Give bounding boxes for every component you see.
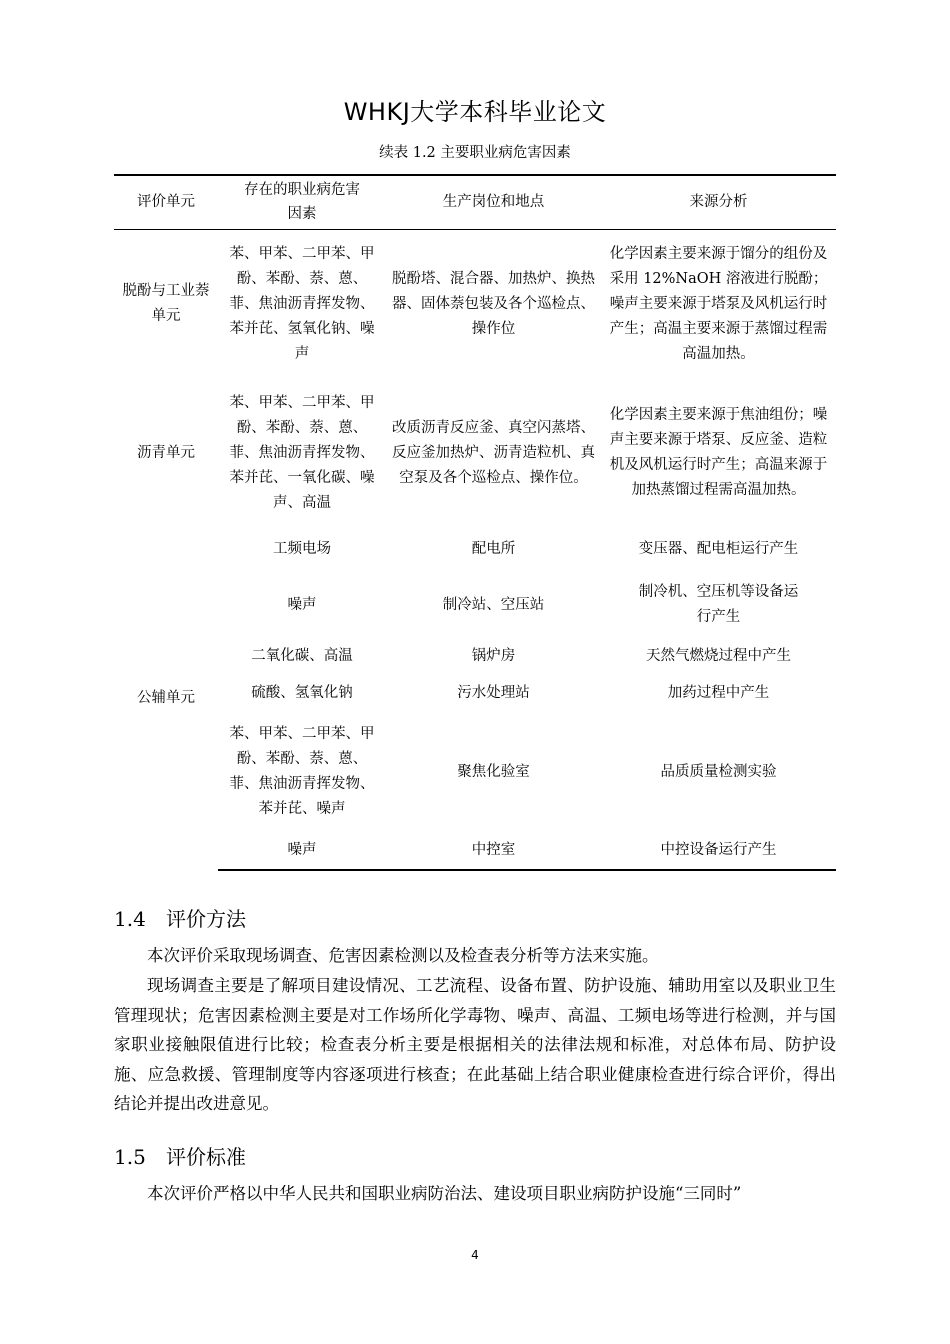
- source-cell: 加药过程中产生: [667, 684, 770, 701]
- body-paragraph: 现场调查主要是了解项目建设情况、工艺流程、设备布置、防护设施、辅助用室以及职业卫生管理现状；危害因素检测主要是对工作场所化学毒物、噪声、高温、工频电场等进行检测，并与国家职业接触限值进行比较；检查表分析主要是根据相关的法律法规和标准，对总体布局、防护设施、应急救援、管理制度等内容逐项进行核查；在此基础上结合职业健康检查进行综合评价，得出结论并提出改进意见。: [114, 976, 836, 1113]
- table-row: [114, 572, 836, 638]
- section-heading-1-4: [114, 903, 246, 932]
- unit-cell: 公辅单元: [137, 690, 195, 706]
- table-row: [114, 674, 836, 712]
- hazards-cell: 硫酸、氢氧化钠: [251, 684, 353, 701]
- column-header-hazards: 存在的职业病危害因素: [218, 175, 386, 229]
- hazards-cell: 二氧化碳、高温: [251, 647, 353, 664]
- source-cell: 化学因素主要来源于焦油组份；噪声主要来源于塔泵、反应釜、造粒机及风机运行时产生；高温来源于加热蒸馏过程需高温加热。: [609, 407, 828, 498]
- hazards-cell: 噪声: [218, 832, 386, 870]
- location-cell: 中控室: [386, 832, 601, 870]
- section-number: 1.5: [114, 1145, 146, 1169]
- unit-cell: 脱酚与工业萘单元: [122, 283, 210, 325]
- hazards-cell: 苯、甲苯、二甲苯、甲酚、苯酚、萘、蒽、菲、焦油沥青挥发物、苯并芘、氢氧化钠、噪声: [229, 245, 375, 362]
- source-cell: 天然气燃烧过程中产生: [646, 647, 791, 664]
- table-caption: 续表 1.2 主要职业病危害因素: [379, 145, 571, 161]
- page-number: 4: [471, 1248, 479, 1262]
- section-title: 评价方法: [166, 907, 246, 931]
- location-cell: 制冷站、空压站: [442, 596, 545, 613]
- section-number: 1.4: [114, 907, 146, 931]
- hazards-cell: 苯、甲苯、二甲苯、甲酚、苯酚、萘、蒽、菲、焦油沥青挥发物、苯并芘、一氧化碳、噪声、高温: [229, 394, 375, 511]
- hazards-cell: 苯、甲苯、二甲苯、甲酚、苯酚、萘、蒽、菲、焦油沥青挥发物、苯并芘、噪声: [229, 726, 375, 817]
- location-cell: 污水处理站: [457, 684, 530, 701]
- column-header-source: 来源分析: [601, 175, 836, 229]
- table-row: [114, 712, 836, 832]
- column-header-location: 生产岗位和地点: [386, 175, 601, 229]
- table-row: [114, 527, 836, 572]
- table-row: [114, 638, 836, 674]
- hazard-table: [114, 174, 836, 871]
- source-cell: 化学因素主要来源于馏分的组份及采用 12%NaOH 溶液进行脱酚；噪声主要来源于塔泵及风机运行时产生；高温主要来源于蒸馏过程需高温加热。: [609, 245, 828, 362]
- source-cell: 品质质量检测实验: [660, 763, 777, 780]
- location-cell: 脱酚塔、混合器、加热炉、换热器、固体萘包装及各个巡检点、操作位: [392, 270, 595, 337]
- table-row: [114, 832, 836, 870]
- location-cell: 改质沥青反应釜、真空闪蒸塔、反应釜加热炉、沥青造粒机、真空泵及各个巡检点、操作位。: [392, 419, 595, 486]
- unit-cell: 沥青单元: [137, 444, 195, 461]
- body-paragraph: 本次评价采取现场调查、危害因素检测以及检查表分析等方法来实施。: [147, 946, 659, 965]
- table-row: [114, 379, 836, 527]
- section-title: 评价标准: [166, 1145, 246, 1169]
- hazard-table-container: [114, 174, 836, 871]
- column-header-unit: 评价单元: [114, 175, 218, 229]
- source-cell: 中控设备运行产生: [601, 832, 836, 870]
- table-header-row: [114, 175, 836, 229]
- hazards-cell: 噪声: [287, 596, 317, 613]
- hazards-cell: 工频电场: [273, 541, 331, 557]
- section-heading-1-5: [114, 1141, 246, 1170]
- location-cell: 配电所: [471, 541, 516, 557]
- location-cell: 锅炉房: [471, 647, 516, 664]
- table-row: [114, 229, 836, 379]
- source-cell: 制冷机、空压机等设备运行产生: [638, 584, 799, 625]
- location-cell: 聚焦化验室: [457, 763, 530, 780]
- page-header-title: WHKJ大学本科毕业论文: [343, 98, 607, 126]
- body-paragraph: 本次评价严格以中华人民共和国职业病防治法、建设项目职业病防护设施“三同时”: [147, 1184, 742, 1203]
- source-cell: 变压器、配电柜运行产生: [638, 541, 799, 557]
